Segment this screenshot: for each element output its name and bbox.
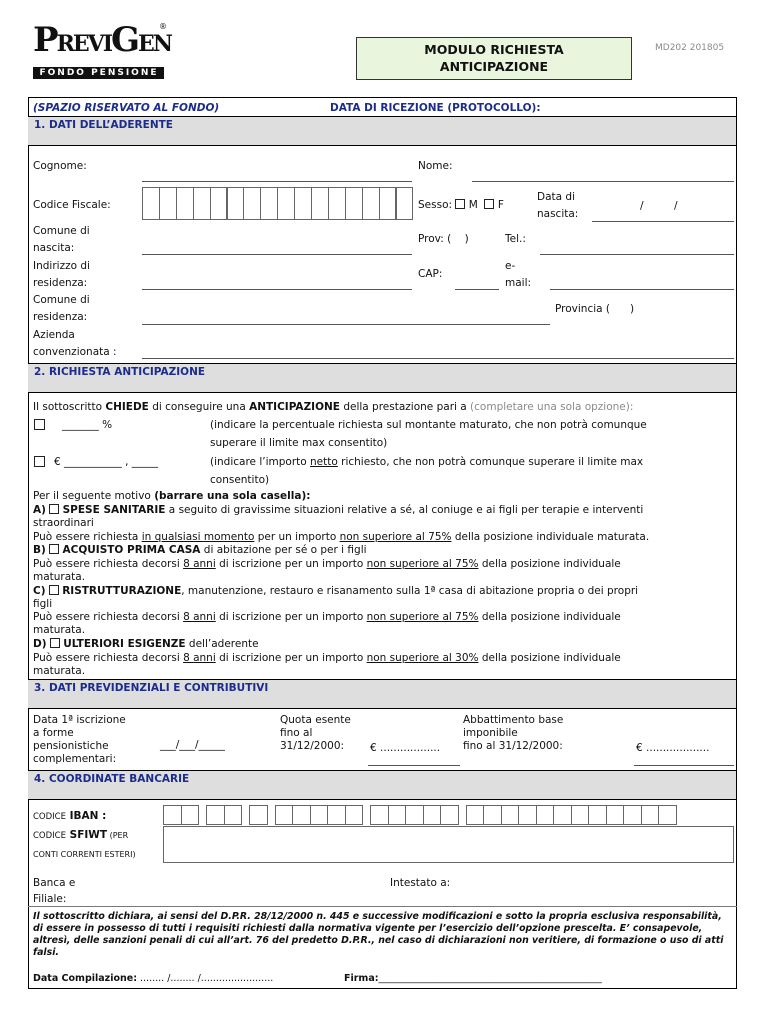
iban-box[interactable] xyxy=(518,805,537,825)
quota-esente-label-1: Quota esente xyxy=(280,714,351,726)
form-code: MD202 201805 xyxy=(655,43,725,53)
reserved-fund-label: (SPAZIO RISERVATO AL FONDO) xyxy=(33,102,220,114)
form-title-line2: ANTICIPAZIONE xyxy=(439,59,549,74)
codice-fiscale-label: Codice Fiscale: xyxy=(33,199,111,211)
swift-field[interactable] xyxy=(163,826,734,863)
richiesta-intro: Il sottoscritto CHIEDE di conseguire una ANTICIPAZIONE della prestazione pari a (completare una sola opzione): xyxy=(33,401,634,413)
frame-top xyxy=(28,97,737,98)
quota-esente-label-2: fino al xyxy=(280,727,313,739)
data-nascita-slash-2: / xyxy=(674,200,678,212)
codice-fiscale-box[interactable] xyxy=(362,187,380,220)
codice-fiscale-box[interactable] xyxy=(260,187,278,220)
iban-box[interactable] xyxy=(623,805,642,825)
iban-box[interactable] xyxy=(292,805,311,825)
data-iscrizione-label-1: Data 1ª iscrizione xyxy=(33,714,126,726)
indirizzo-label-2: residenza: xyxy=(33,277,88,289)
opzione-importo-field[interactable]: € ___________ , _____ xyxy=(54,456,159,468)
data-nascita-slash-1: / xyxy=(640,200,644,212)
form-title-line1: MODULO RICHIESTA xyxy=(424,42,564,57)
tel-field[interactable] xyxy=(540,254,734,255)
email-label-2: mail: xyxy=(505,277,532,289)
swift-label: CODICE SFIWT (PER xyxy=(33,829,129,841)
codice-fiscale-box[interactable] xyxy=(210,187,228,220)
sesso-m-checkbox[interactable] xyxy=(455,199,465,209)
codice-fiscale-box[interactable] xyxy=(243,187,261,220)
firma: Firma:_______________________________________________ xyxy=(344,973,602,984)
codice-fiscale-box[interactable] xyxy=(142,187,160,220)
iban-box[interactable] xyxy=(249,805,268,825)
cognome-label: Cognome: xyxy=(33,160,87,172)
sesso-label: Sesso: M F xyxy=(418,199,504,211)
abbattimento-field[interactable]: € ................... xyxy=(636,742,710,754)
abbattimento-label-2: imponibile xyxy=(463,727,518,739)
codice-fiscale-box[interactable] xyxy=(176,187,194,220)
section2-title: 2. RICHIESTA ANTICIPAZIONE xyxy=(34,366,206,378)
motivo-b-checkbox[interactable] xyxy=(49,544,59,554)
section4-header xyxy=(28,770,736,800)
codice-fiscale-box[interactable] xyxy=(159,187,177,220)
intestato-label: Intestato a: xyxy=(390,877,451,889)
motivo-c-rule-2: maturata. xyxy=(33,624,86,636)
motivo-d-rule: Può essere richiesta decorsi 8 anni di iscrizione per un importo non superiore al 30% della posizione individuale xyxy=(33,652,621,664)
motivo-d-checkbox[interactable] xyxy=(50,638,60,648)
iban-box[interactable] xyxy=(327,805,346,825)
opzione-percentuale-checkbox[interactable] xyxy=(34,419,45,430)
azienda-label-1: Azienda xyxy=(33,329,75,341)
cognome-field[interactable] xyxy=(142,181,412,182)
frame-bottom xyxy=(28,988,737,989)
section1-title: 1. DATI DELL’ADERENTE xyxy=(34,119,173,131)
codice-fiscale-box[interactable] xyxy=(294,187,312,220)
section2-header xyxy=(28,363,736,393)
iban-box[interactable] xyxy=(536,805,555,825)
codice-fiscale-box[interactable] xyxy=(345,187,363,220)
opzione-percentuale-desc-2: superare il limite max consentito) xyxy=(210,437,388,449)
logo-registered: ® xyxy=(159,22,167,31)
sesso-f-checkbox[interactable] xyxy=(484,199,494,209)
codice-fiscale-box[interactable] xyxy=(193,187,211,220)
banca-label-1: Banca e xyxy=(33,877,76,889)
iban-box[interactable] xyxy=(345,805,364,825)
motivo-c-rule: Può essere richiesta decorsi 8 anni di iscrizione per un importo non superiore al 75% della posizione individuale xyxy=(33,611,621,623)
iban-box[interactable] xyxy=(553,805,572,825)
firma-field[interactable]: _______________________________________________ xyxy=(378,973,602,984)
opzione-importo-desc-2: consentito) xyxy=(210,474,270,486)
section3-header xyxy=(28,679,736,709)
codice-fiscale-box[interactable] xyxy=(277,187,295,220)
motivo-c-checkbox[interactable] xyxy=(49,585,59,595)
email-label-1: e- xyxy=(505,260,516,272)
comune-residenza-label-1: Comune di xyxy=(33,294,90,306)
frame-right xyxy=(736,97,737,989)
iban-box[interactable] xyxy=(163,805,182,825)
logo-subtitle: FONDO PENSIONE xyxy=(39,68,159,78)
quota-esente-underline xyxy=(368,765,460,766)
opzione-importo-desc-1: (indicare l’importo netto richiesto, che non potrà comunque superare il limite max xyxy=(210,456,644,468)
banca-label-2: Filiale: xyxy=(33,893,67,905)
iban-box[interactable] xyxy=(181,805,200,825)
form-title-box xyxy=(356,37,632,80)
abbattimento-label-1: Abbattimento base xyxy=(463,714,564,726)
data-nascita-label-2: nascita: xyxy=(537,208,579,220)
comune-residenza-field[interactable] xyxy=(142,324,550,325)
motivo-c-line: C) RISTRUTTURAZIONE, manutenzione, restauro e risanamento sulla 1ª casa di abitazione propria o dei propri xyxy=(33,585,639,597)
cap-field[interactable] xyxy=(455,289,499,290)
iban-box[interactable] xyxy=(571,805,590,825)
motivo-a-line: A) SPESE SANITARIE a seguito di gravissime situazioni relative a sé, al coniuge e ai figli per terapie e interventi xyxy=(33,504,644,516)
iban-box[interactable] xyxy=(483,805,502,825)
motivo-d-rule-2: maturata. xyxy=(33,665,86,677)
azienda-field[interactable] xyxy=(142,358,734,359)
iban-box[interactable] xyxy=(206,805,225,825)
provincia-label: Provincia ( ) xyxy=(555,303,635,315)
opzione-percentuale-desc-1: (indicare la percentuale richiesta sul montante maturato, che non potrà comunque xyxy=(210,419,647,431)
iban-label: CODICE IBAN : xyxy=(33,810,107,822)
tel-label: Tel.: xyxy=(505,233,526,245)
reception-date-label: DATA DI RICEZIONE (PROTOCOLLO): xyxy=(330,102,541,114)
swift-label-2: CONTI CORRENTI ESTERI) xyxy=(33,850,136,859)
iban-box[interactable] xyxy=(370,805,389,825)
data-iscrizione-label-3: pensionistiche xyxy=(33,740,109,752)
iban-box[interactable] xyxy=(466,805,485,825)
section1-header xyxy=(28,116,736,146)
abbattimento-label-3: fino al 31/12/2000: xyxy=(463,740,563,752)
codice-fiscale-box[interactable] xyxy=(227,187,245,220)
comune-nascita-label-2: nascita: xyxy=(33,242,75,254)
bank-divider xyxy=(28,906,737,907)
comune-residenza-label-2: residenza: xyxy=(33,311,88,323)
indirizzo-label-1: Indirizzo di xyxy=(33,260,90,272)
iban-box[interactable] xyxy=(501,805,520,825)
data-iscrizione-field[interactable]: ___/___/_____ xyxy=(160,739,225,751)
section3-title: 3. DATI PREVIDENZIALI E CONTRIBUTIVI xyxy=(34,682,269,694)
iban-box[interactable] xyxy=(440,805,459,825)
comune-nascita-field[interactable] xyxy=(142,254,412,255)
iban-box[interactable] xyxy=(388,805,407,825)
iban-box[interactable] xyxy=(275,805,294,825)
motivo-d-line: D) ULTERIORI ESIGENZE dell’aderente xyxy=(33,638,259,650)
logo-brand: PREVIGEN xyxy=(33,20,171,60)
iban-box[interactable] xyxy=(405,805,424,825)
motivo-b-line: B) ACQUISTO PRIMA CASA di abitazione per sé o per i figli xyxy=(33,544,367,556)
motivo-c-line-2: figli xyxy=(33,598,53,610)
motivo-a-rule: Può essere richiesta in qualsiasi momento per un importo non superiore al 75% della posizione individuale maturata. xyxy=(33,531,650,543)
data-iscrizione-label-4: complementari: xyxy=(33,753,117,765)
indirizzo-field[interactable] xyxy=(142,289,412,290)
nome-label: Nome: xyxy=(418,160,453,172)
declaration-text: Il sottoscritto dichiara, ai sensi del D.P.R. 28/12/2000 n. 445 e successive modificazioni e sotto la propria esclusiva responsabilità, di essere in possesso di tutti i requisiti richiesti dalla normativa vigente per l’esercizio dell’opzione prescelta. E’ consapevole, altresì, delle sanzioni penali di cui all’art. 76 del predetto D.P.R., nel caso di dichiarazioni non veritiere, di formazione o uso di atti falsi. xyxy=(33,911,724,958)
motivo-label: Per il seguente motivo (barrare una sola casella): xyxy=(33,490,311,502)
cap-label: CAP: xyxy=(418,268,443,280)
motivo-b-rule-2: maturata. xyxy=(33,571,86,583)
abbattimento-underline xyxy=(634,765,734,766)
codice-fiscale-box[interactable] xyxy=(396,187,414,220)
motivo-a-checkbox[interactable] xyxy=(49,504,59,514)
opzione-importo-checkbox[interactable] xyxy=(34,456,45,467)
motivo-a-line-2: straordinari xyxy=(33,517,94,529)
nome-field[interactable] xyxy=(472,181,734,182)
codice-fiscale-box[interactable] xyxy=(328,187,346,220)
quota-esente-field[interactable]: € .................. xyxy=(370,742,441,754)
comune-nascita-label-1: Comune di xyxy=(33,225,90,237)
codice-fiscale-box[interactable] xyxy=(379,187,397,220)
frame-left xyxy=(28,97,29,989)
codice-fiscale-box[interactable] xyxy=(311,187,329,220)
data-nascita-field[interactable] xyxy=(592,221,734,222)
data-iscrizione-label-2: a forme xyxy=(33,727,74,739)
motivo-b-rule: Può essere richiesta decorsi 8 anni di iscrizione per un importo non superiore al 75% della posizione individuale xyxy=(33,558,621,570)
azienda-label-2: convenzionata : xyxy=(33,346,117,358)
iban-box[interactable] xyxy=(310,805,329,825)
iban-box[interactable] xyxy=(641,805,660,825)
opzione-percentuale-field[interactable]: _______ % xyxy=(62,419,113,431)
iban-box[interactable] xyxy=(224,805,243,825)
previgen-logo xyxy=(33,18,171,82)
iban-box[interactable] xyxy=(423,805,442,825)
iban-box[interactable] xyxy=(588,805,607,825)
quota-esente-label-3: 31/12/2000: xyxy=(280,740,345,752)
prov-label: Prov: ( ) xyxy=(418,233,469,245)
data-nascita-label-1: Data di xyxy=(537,191,575,203)
iban-box[interactable] xyxy=(606,805,625,825)
iban-box[interactable] xyxy=(658,805,677,825)
data-compilazione: Data Compilazione: ........ /........ /........................ xyxy=(33,973,274,984)
section4-title: 4. COORDINATE BANCARIE xyxy=(34,773,190,785)
email-field[interactable] xyxy=(550,289,734,290)
